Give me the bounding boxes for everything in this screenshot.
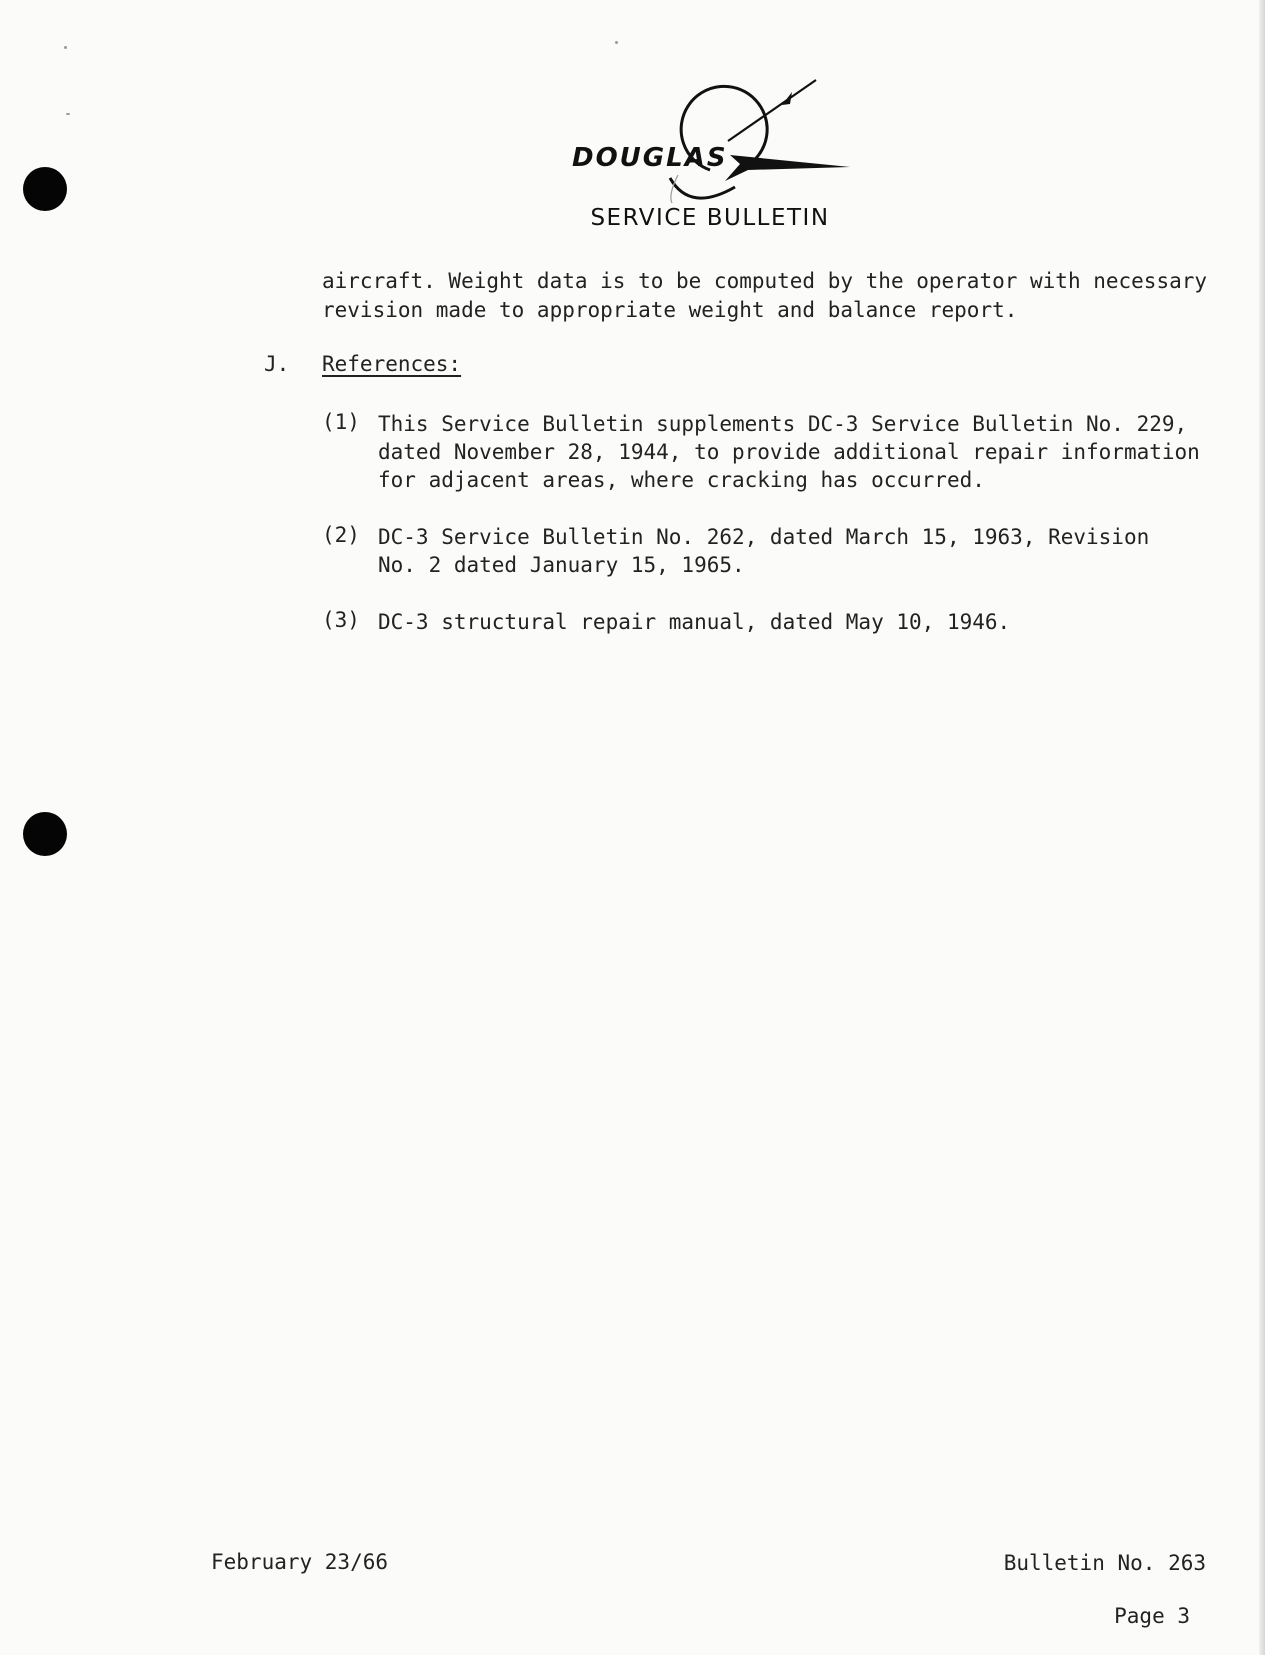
reference-text: DC-3 structural repair manual, dated May 10, 1946. [378,610,1011,634]
scan-speck [64,46,67,49]
page-edge-shadow [1259,0,1265,1655]
reference-text: This Service Bulletin supplements DC-3 Service Bulletin No. 229, dated November 28, 1944, to provide additional repair information for adjacent areas, where cracking has occurred. [378,412,1200,492]
reference-number: (2) [322,523,360,547]
footer-date: February 23/66 [211,1550,389,1574]
scan-speck [66,113,70,115]
document-title: SERVICE BULLETIN [590,205,830,231]
scan-speck [615,41,618,44]
douglas-logo [560,75,860,225]
binder-hole-middle [23,812,67,856]
binder-hole-top [23,167,67,211]
section-letter: J. [264,352,290,376]
reference-text: DC-3 Service Bulletin No. 262, dated March 15, 1963, Revision No. 2 dated January 15, 1965. [378,525,1150,577]
continued-paragraph: aircraft. Weight data is to be computed by the operator with necessary revision made to appropriate weight and balance report. [322,269,1208,322]
reference-number: (1) [322,410,360,434]
footer-bulletin-number: Bulletin No. 263 [1003,1551,1206,1575]
footer-page-number: Page 3 [1114,1604,1190,1628]
section-heading: References: [322,352,462,376]
logo-wordmark: DOUGLAS [572,143,728,173]
reference-number: (3) [322,608,360,632]
